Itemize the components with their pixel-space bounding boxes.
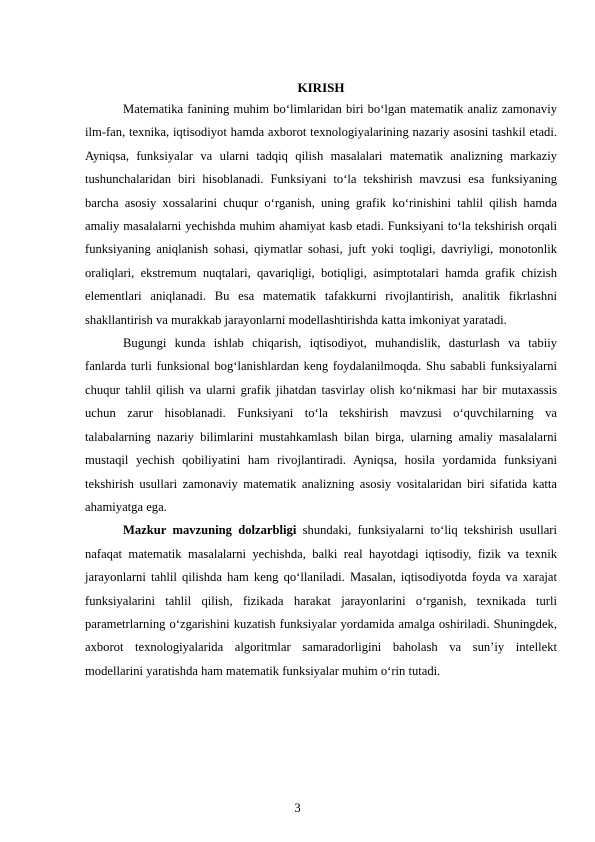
section-title: KIRISH bbox=[297, 80, 345, 95]
paragraph-1-text: Matematika fanining muhim bo‘limlaridan biri bo‘lgan matematik analiz zamonaviy ilm-fan, texnika, iqtisodiyot hamda axborot texnologiyalarining nazariy asosini tashkil etadi. Ayniqsa, funksiyalar va ularni tadqiq qilish masalalari matematik analizning markaziy tushunchalaridan biri hisoblanadi. Funksiyani to‘la tekshirish mavzusi esa funksiyaning barcha asosiy xossalarini chuqur o‘rganish, uning grafik ko‘rinishini tahlil qilish hamda amaliy masalalarni yechishda muhim ahamiyat kasb etadi. Funksiyani to‘la tekshirish orqali funksiyaning aniqlanish sohasi, qiymatlar sohasi, juft yoki toqligi, davriyligi, monotonlik oraliqlari, ekstremum nuqtalari, qavariqligi, botiqligi, asimptotalari hamda grafik chizish elementlari aniqlanadi. Bu esa matematik tafakkurni rivojlantirish, analitik fikrlashni shakllantirish va murakkab jarayonlarni modellashtirishda katta imkoniyat yaratadi. bbox=[85, 102, 557, 327]
document-page bbox=[85, 77, 557, 683]
paragraph-1 bbox=[85, 98, 557, 332]
paragraph-3-lead: Mazkur mavzuning dolzarbligi bbox=[123, 523, 297, 538]
paragraph-3 bbox=[85, 519, 557, 683]
paragraph-2 bbox=[85, 332, 557, 519]
page-number: 3 bbox=[294, 801, 301, 815]
paragraph-3-text: shundaki, funksiyalarni to‘liq tekshirish usullari nafaqat matematik masalalarni yechishda, balki real hayotdagi iqtisodiy, fizik va texnik jarayonlarni tahlil qilishda ham keng qo‘llaniladi. Masalan, iqtisodiyotda foyda va xarajat funksiyalarini tahlil qilish, fizikada harakat jarayonlarini o‘rganish, texnikada turli parametrlarning o‘zgarishini kuzatish funksiyalar yordamida amalga oshiriladi. Shuningdek, axborot texnologiyalarida algoritmlar samaradorligini baholash va sun’iy intellekt modellarini yaratishda ham matematik funksiyalar muhim o‘rin tutadi. bbox=[85, 523, 557, 678]
paragraph-2-text: Bugungi kunda ishlab chiqarish, iqtisodiyot, muhandislik, dasturlash va tabiiy fanlarda turli funksional bog‘lanishlardan keng foydalanilmoqda. Shu sababli funksiyalarni chuqur tahlil qilish va ularni grafik jihatdan tasvirlay olish ko‘nikmasi har bir mutaxassis uchun zarur hisoblanadi. Funksiyani to‘la tekshirish mavzusi o‘quvchilarning va talabalarning nazariy bilimlarini mustahkamlash bilan birga, ularning amaliy masalalarni mustaqil yechish qobiliyatini ham rivojlantiradi. Ayniqsa, hosila yordamida funksiyani tekshirish usullari zamonaviy matematik analizning asosiy vositalaridan biri sifatida katta ahamiyatga ega. bbox=[85, 336, 557, 514]
